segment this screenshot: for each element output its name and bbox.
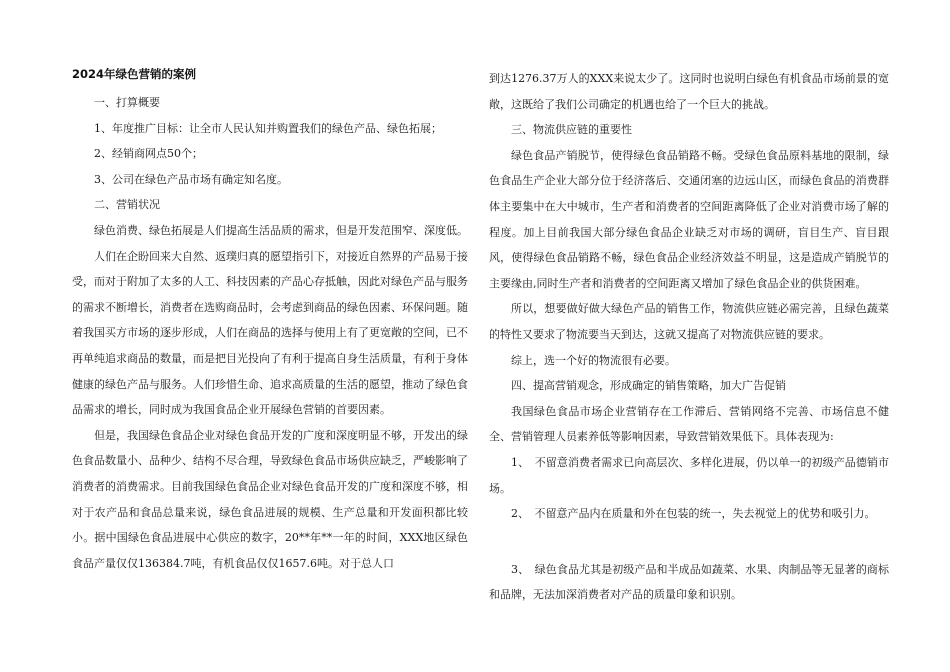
goal-item-1: 1、年度推广目标：让全市人民认知并购置我们的绿色产品、绿色拓展； xyxy=(94,121,442,135)
section-heading-1: 一、打算概要 xyxy=(94,96,160,109)
body-paragraph: 所以，想要做好做大绿色产品的销售工作，物流供应链必需完善，且绿色蔬菜的特性又要求了物流要当天到达，这就又提高了对物流供应链的要求。 xyxy=(489,302,889,341)
list-item-3: 3、 绿色食品尤其是初级产品和半成品如蔬菜、水果、肉制品等无显著的商标和品牌，无法加深消费者对产品的质量印象和识别。 xyxy=(489,562,889,602)
goal-item-2: 2、经销商网点50个； xyxy=(94,147,203,161)
section-heading-3: 三、物流供应链的重要性 xyxy=(511,123,632,137)
list-item-1: 1、 不留意消费者需求已向高层次、多样化进展，仍以单一的初级产品德销市场。 xyxy=(489,455,889,495)
body-paragraph: 综上，选一个好的物流很有必要。 xyxy=(511,353,676,367)
body-paragraph-continued: 到达1276.37万人的XXX来说太少了。这同时也说明白绿色有机食品市场前景的宽敞，这既给了我们公司确定的机遇也给了一个巨大的挑战。 xyxy=(489,72,889,111)
body-paragraph: 但是，我国绿色食品企业对绿色食品开发的广度和深度明显不够，开发出的绿色食品数量小、品种少、结构不尽合理，导致绿色食品市场供应缺乏，严峻影响了消费者的消费需求。目前我国绿色食品企业对绿色食品开发的广度和深度不够，相对于农产品和食品总量来说，绿色食品进展的规模、生产总量和开发面积都比较小。据中国绿色食品进展中心供应的数字，20**年**一年的时间，XXX地区绿色食品产量仅仅136384.7吨，有机食品仅仅1657.6吨。对于总人口 xyxy=(72,428,468,570)
section-heading-2: 二、营销状况 xyxy=(94,198,160,212)
left-column xyxy=(72,66,468,576)
body-paragraph: 绿色食品产销脱节，使得绿色食品销路不畅。受绿色食品原料基地的限制，绿色食品生产企业大部分位于经济落后、交通闭塞的边远山区，而绿色食品的消费群体主要集中在大中城市，生产者和消费者的空间距离降低了企业对消费市场了解的程度。加上目前我国大部分绿色食品企业缺乏对市场的调研，盲目生产、盲目跟风，使得绿色食品销路不畅，绿色食品企业经济效益不明显，这是造成产销脱节的主要缘由,同时生产者和消费者的空间距离又增加了绿色食品企业的供货困难。 xyxy=(489,148,889,290)
body-paragraph: 绿色消费、绿色拓展是人们提高生活品质的需求，但是开发范围窄、深度低。 xyxy=(94,223,468,237)
goal-item-3: 3、公司在绿色产品市场有确定知名度。 xyxy=(94,172,288,186)
list-item-2: 2、 不留意产品内在质量和外在包装的统一，失去视觉上的优势和吸引力。 xyxy=(511,507,876,521)
body-paragraph: 我国绿色食品市场企业营销存在工作滞后、营销网络不完善、市场信息不健全、营销管理人员素养低等影响因素，导致营销效果低下。具体表现为: xyxy=(489,404,889,444)
document-title: 2024年绿色营销的案例 xyxy=(72,67,197,81)
section-heading-4: 四、提高营销观念，形成确定的销售策略，加大广告促销 xyxy=(511,379,786,393)
body-paragraph: 人们在企盼回来大自然、返璞归真的愿望指引下，对接近自然界的产品易于接受，而对于附加了太多的人工、科技因素的产品心存抵触，因此对绿色产品与服务的需求不断增长，消费者在选购商品时，会考虑到商品的绿色因素、环保问题。随着我国买方市场的逐步形成，人们在商品的选择与使用上有了更宽敞的空间，已不再单纯追求商品的数量，而是把目光投向了有利于提高自身生活质量，有利于身体健康的绿色产品与服务。人们珍惜生命、追求高质量的生活的愿望，推动了绿色食品需求的增长，同时成为我国食品企业开展绿色营销的首要因素。 xyxy=(72,249,468,417)
right-column xyxy=(489,66,889,608)
